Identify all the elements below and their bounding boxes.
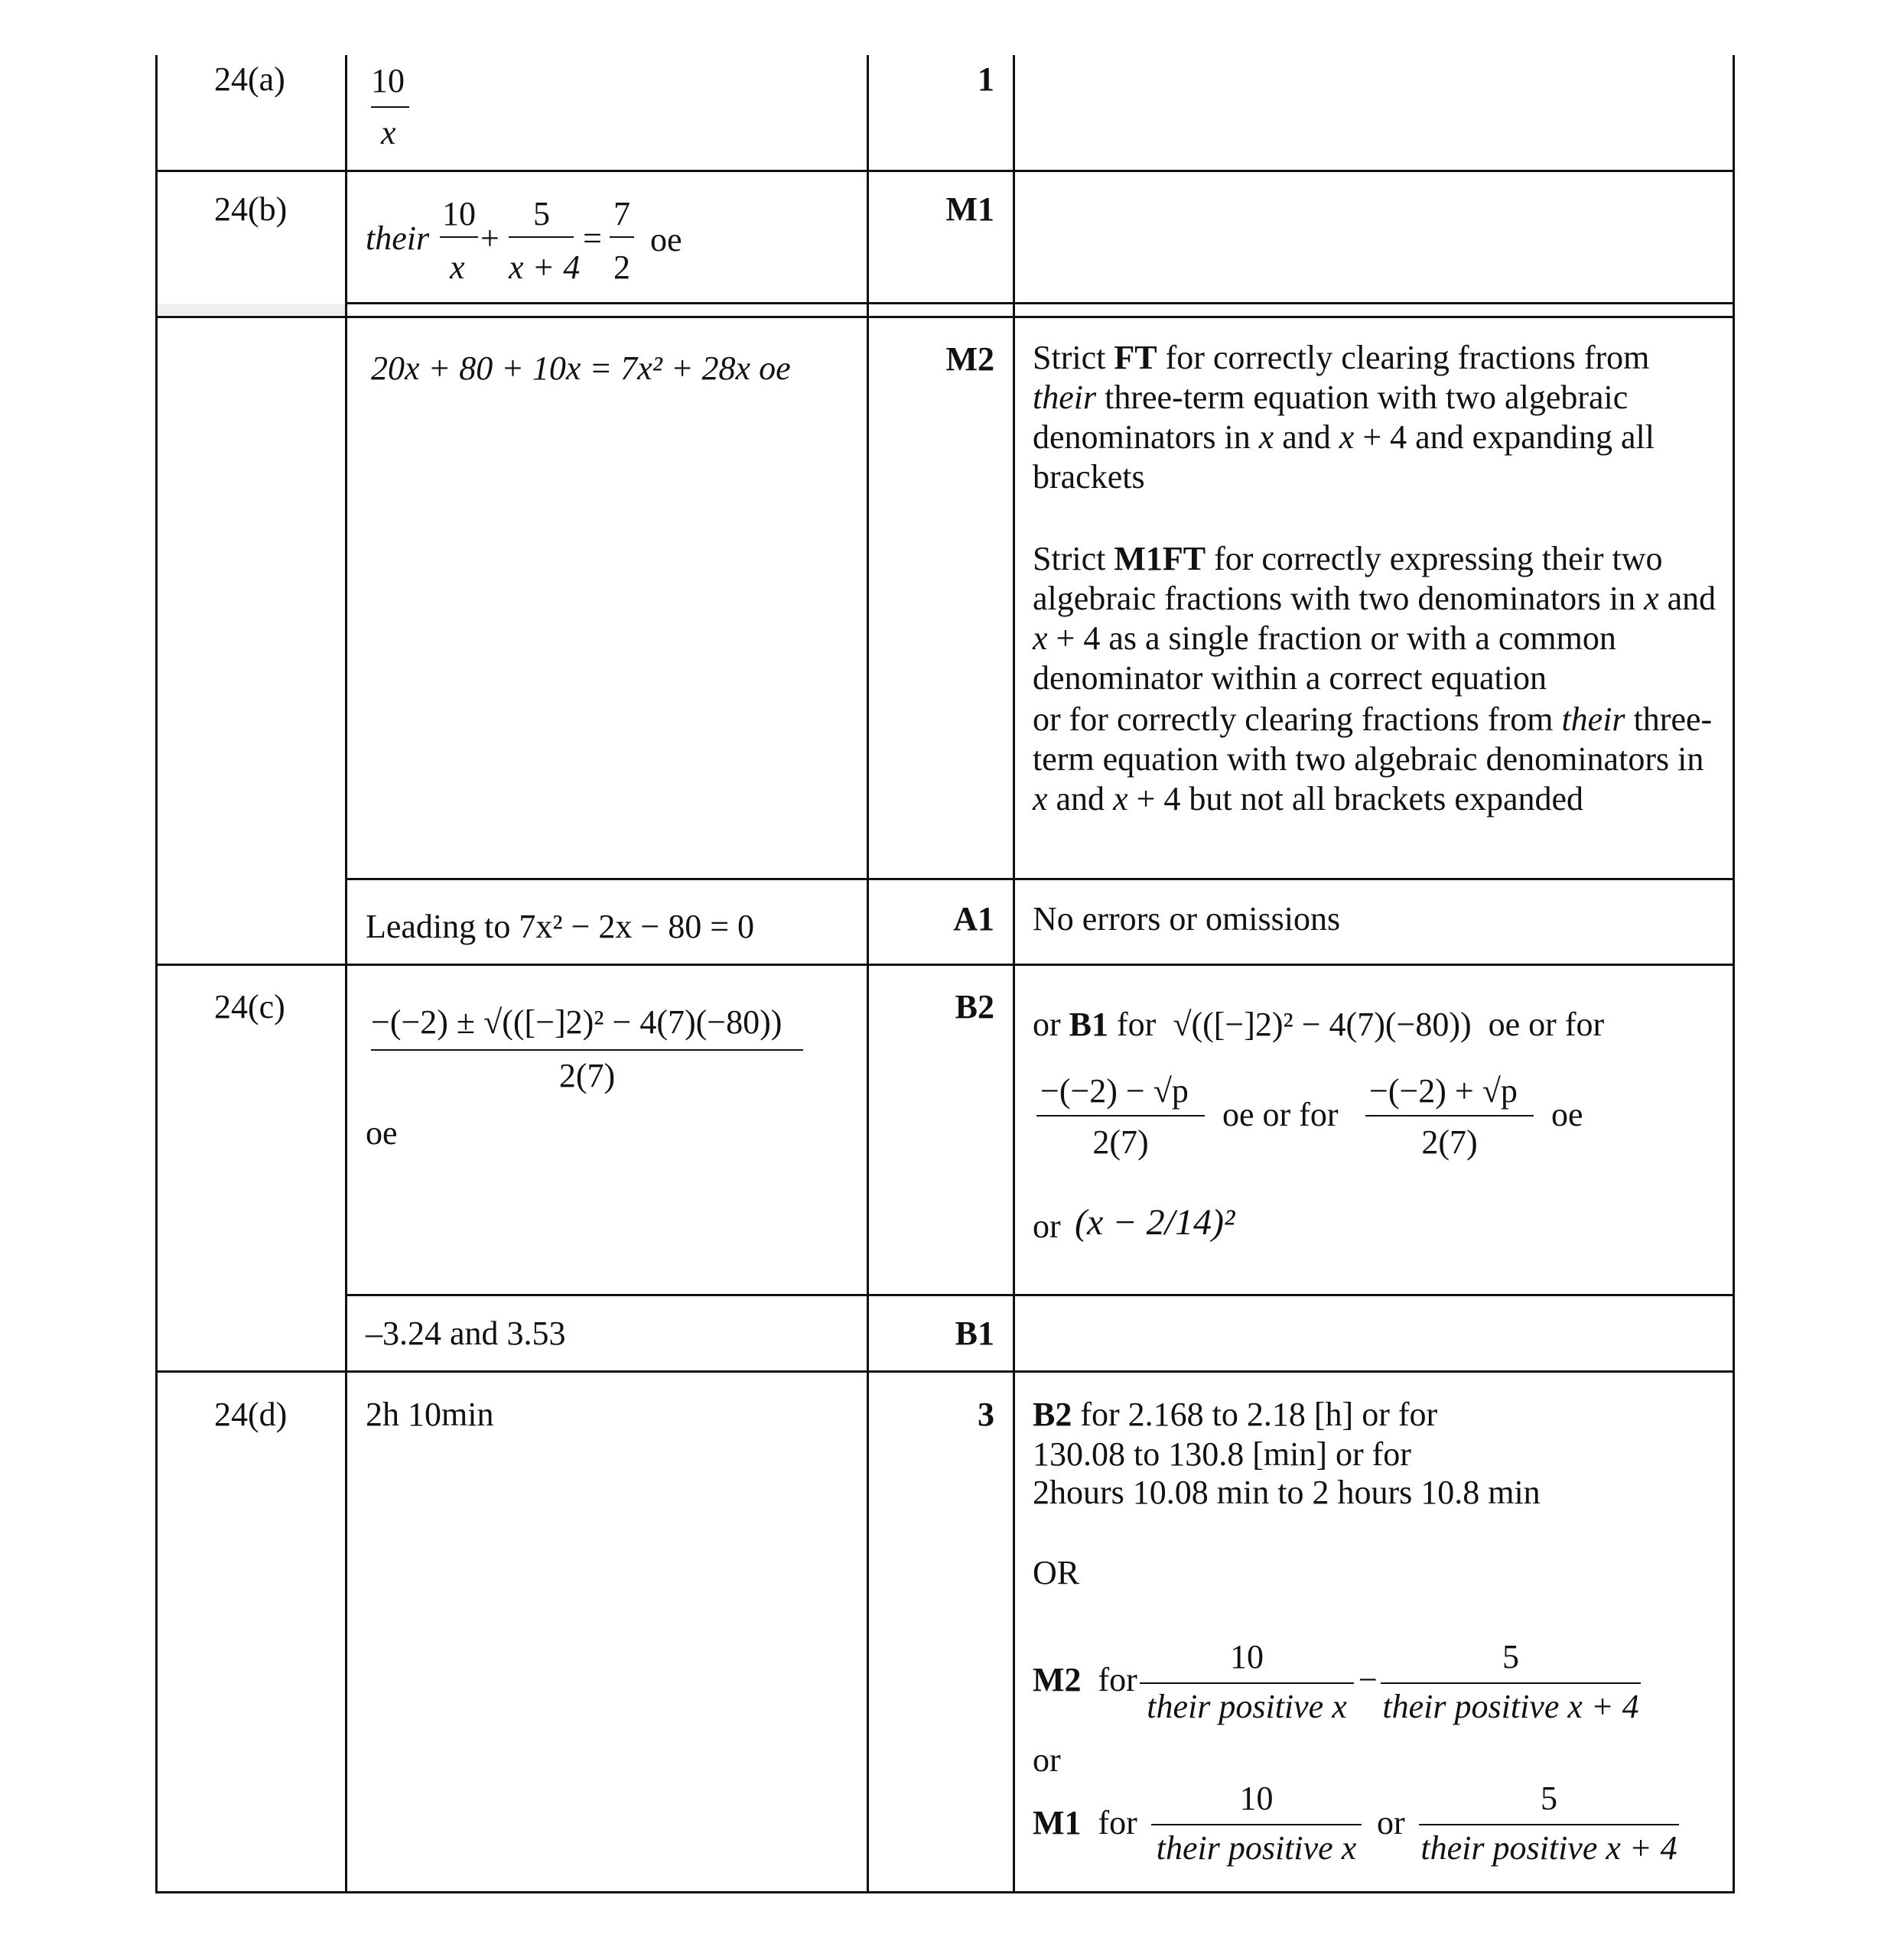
m2-frac1-den: their positive x [1147, 1688, 1347, 1725]
minus-sign: − [1358, 1661, 1378, 1698]
answer-24d: 2h 10min [366, 1396, 494, 1433]
guidance-24d-m2: M2 for [1033, 1661, 1137, 1698]
guidance-24c-oe: oe [1551, 1096, 1583, 1133]
answer-24b-3: Leading to 7x² − 2x − 80 = 0 [366, 908, 755, 945]
m2-frac1-num: 10 [1230, 1638, 1264, 1676]
fraction-bar [1140, 1682, 1354, 1684]
guidance-24c-frac2-num: −(−2) + √p [1369, 1072, 1518, 1110]
fraction-bar [509, 236, 574, 238]
guidance-24b-3: No errors or omissions [1033, 900, 1341, 938]
m2-frac2-den: their positive x + 4 [1382, 1688, 1639, 1725]
answer-24a-den: x [381, 114, 396, 151]
part-label-24c: 24(c) [214, 988, 285, 1026]
guidance-24c-or: or [1033, 1208, 1061, 1245]
part-label-24a: 24(a) [214, 60, 285, 98]
guidance-24b-2-para1: Strict FT for correctly clearing fractions from their three-term equation with two algebraic denominators in x and x + 4 and expanding all brackets [1033, 339, 1655, 496]
answer-24a-num: 10 [371, 62, 405, 99]
guidance-24d-m1: M1 for [1033, 1804, 1137, 1841]
guidance-24d-line1: B2 for 2.168 to 2.18 [h] or for [1033, 1396, 1438, 1433]
mark-24b-2: M2 [945, 340, 994, 378]
guidance-24c-line1: or B1 for √(([−]2)² − 4(7)(−80)) oe or for [1033, 1006, 1605, 1043]
m1-frac1-num: 10 [1239, 1780, 1274, 1817]
m1-frac1-den: their positive x [1156, 1829, 1357, 1867]
mark-24b-3: A1 [953, 900, 994, 938]
mark-24d: 3 [978, 1396, 994, 1433]
m1-frac2-num: 5 [1541, 1780, 1557, 1817]
fraction-bar [440, 236, 478, 238]
fraction-bar [1365, 1115, 1534, 1117]
fraction-bar [371, 1049, 803, 1051]
guidance-24c-frac1-den: 2(7) [1092, 1123, 1149, 1161]
guidance-24d-or: or [1033, 1741, 1061, 1779]
frac2-num: 5 [533, 195, 550, 232]
fraction-bar [1036, 1115, 1205, 1117]
fraction-bar [1151, 1824, 1362, 1825]
guidance-24b-2-para3: or for correctly clearing fractions from their three-term equation with two algebraic denominators in x and x + 4 but not all brackets expanded [1033, 700, 1713, 817]
frac1-num: 10 [442, 195, 476, 232]
guidance-24c-mid: oe or for [1222, 1096, 1339, 1133]
equals-sign: = [583, 219, 602, 257]
m1-or: or [1377, 1804, 1405, 1841]
m1-frac2-den: their positive x + 4 [1420, 1829, 1677, 1867]
mark-24c-2: B1 [955, 1315, 994, 1352]
guidance-24d-OR: OR [1033, 1554, 1080, 1591]
frac3-num: 7 [613, 195, 630, 232]
answer-24c-num: −(−2) ± √(([−]2)² − 4(7)(−80)) [371, 1003, 783, 1041]
part-label-24d: 24(d) [214, 1396, 288, 1433]
frac1-den: x [450, 249, 465, 286]
guidance-24c-frac1-num: −(−2) − √p [1040, 1072, 1189, 1110]
guidance-24b-2-para2: Strict M1FT for correctly expressing their two algebraic fractions with two denominators in x and x + 4 as a single fraction or with a common denominator within a correct equation [1033, 540, 1716, 697]
fraction-bar [610, 236, 634, 238]
m2-frac2-num: 5 [1502, 1638, 1519, 1676]
answer-24c-2: –3.24 and 3.53 [366, 1315, 566, 1352]
answer-24c-den: 2(7) [558, 1057, 616, 1094]
mark-24a: 1 [978, 60, 994, 98]
oe-label: oe [366, 1114, 398, 1152]
guidance-24c-square: (x − 2/14)² [1075, 1202, 1235, 1243]
part-label-24b: 24(b) [214, 190, 288, 228]
fraction-bar [371, 106, 409, 108]
fraction-bar [1419, 1824, 1679, 1825]
plus-sign: + [480, 219, 499, 257]
mark-24c-1: B2 [955, 988, 994, 1026]
guidance-24c-frac2-den: 2(7) [1421, 1123, 1478, 1161]
frac3-den: 2 [613, 249, 630, 286]
oe-label: oe [650, 221, 682, 258]
mark-24b-1: M1 [945, 190, 994, 228]
guidance-24d-line3: 2hours 10.08 min to 2 hours 10.8 min [1033, 1474, 1541, 1511]
answer-24b-2: 20x + 80 + 10x = 7x² + 28x oe [371, 349, 791, 387]
frac2-den: x + 4 [509, 249, 581, 286]
their-label: their [366, 219, 430, 257]
fraction-bar [1381, 1682, 1641, 1684]
guidance-24d-line2: 130.08 to 130.8 [min] or for [1033, 1435, 1411, 1473]
